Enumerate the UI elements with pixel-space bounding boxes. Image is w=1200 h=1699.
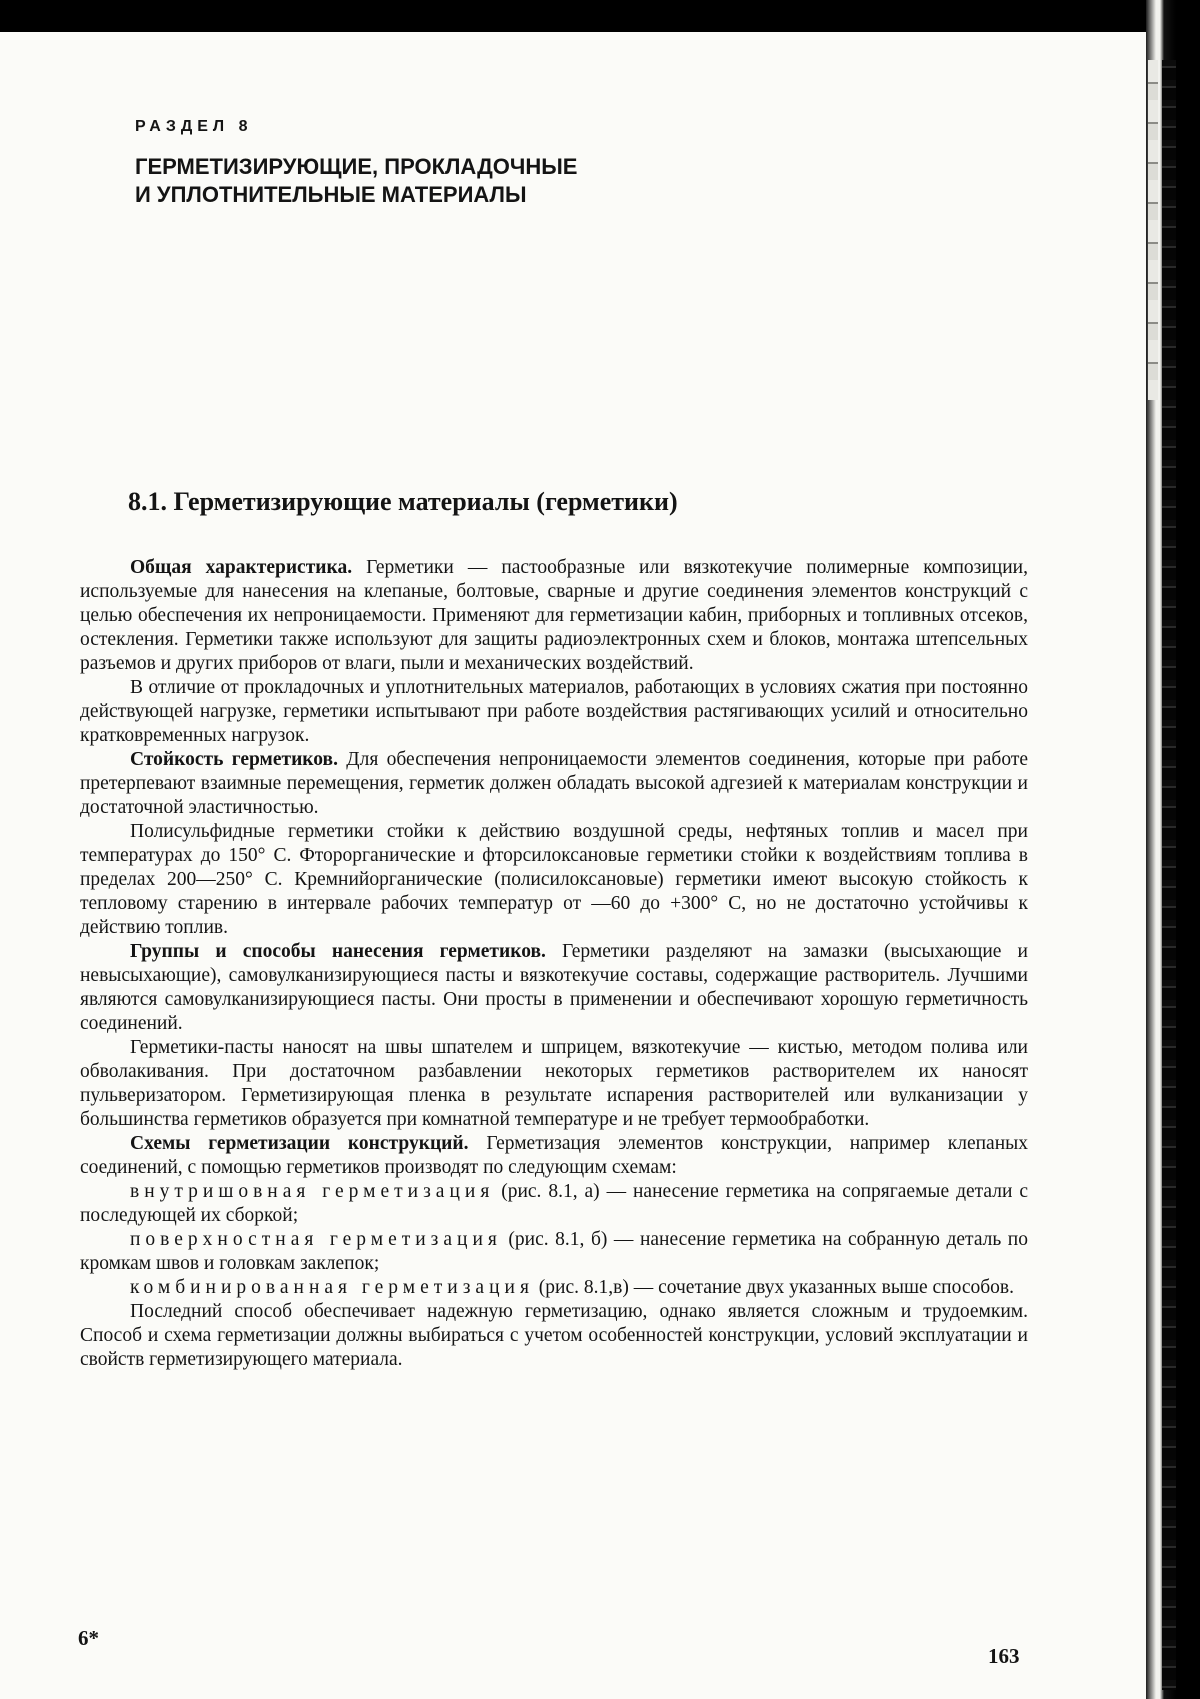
page-number: 163 xyxy=(988,1644,1020,1668)
paragraph: Герметики-пасты наносят на швы шпателем и шприцем, вязкотекучие — кистью, методом полива или обволакивания. При достаточном разбавлении некоторых герметиков растворителем их наносят пульверизатором. Герметизирующая пленка в результате испарения растворителей или вулканизации у большинства герметиков образуется при комнатной температуре и не требует термообработки. xyxy=(80,1037,1028,1130)
section-title-line-1: ГЕРМЕТИЗИРУЮЩИЕ, ПРОКЛАДОЧНЫЕ xyxy=(135,154,578,179)
term: поверхностная герметизация xyxy=(130,1229,502,1250)
list-item-combined: комбинированная герметизация (рис. 8.1,в) — сочетание двух указанных выше способов. xyxy=(130,1277,1014,1298)
list-item-surface: поверхностная герметизация (рис. 8.1, б) — нанесение герметика на собранную деталь по кромкам швов и головкам заклепок; xyxy=(80,1229,1028,1274)
paragraph-heading: Группы и способы нанесения герметиков. xyxy=(130,941,546,962)
subsection-title: 8.1. Герметизирующие материалы (герметики) xyxy=(128,487,678,516)
section-number: РАЗДЕЛ 8 xyxy=(135,118,253,135)
book-spine-edge xyxy=(1146,0,1200,1699)
section-title xyxy=(135,153,835,209)
term: внутришовная герметизация xyxy=(130,1181,495,1202)
paragraph-resistance: Стойкость герметиков. Для обеспечения непроницаемости элементов соединения, которые при работе претерпевают взаимные перемещения, герметик должен обладать высокой адгезией к материалам конструкции и достаточной эластичностью. xyxy=(80,749,1028,818)
paragraph: Полисульфидные герметики стойки к действию воздушной среды, нефтяных топлив и масел при температурах до 150° С. Фторорганические и фторсилоксановые герметики стойки к воздействиям топлива в пределах 200—250° С. Кремнийорганические (полисилоксановые) герметики имеют высокую стойкость к тепловому старению в интервале рабочих температур от —60 до +300° С, но не достаточно устойчивы к действию топлив. xyxy=(80,821,1028,938)
paragraph-heading: Схемы герметизации конструкций. xyxy=(130,1133,469,1154)
body-text xyxy=(80,556,1028,1372)
paragraph: В отличие от прокладочных и уплотнительных материалов, работающих в условиях сжатия при постоянно действующей нагрузке, герметики испытывают при работе воздействия растягивающих усилий и относительно кратковременных нагрузок. xyxy=(80,677,1028,746)
paragraph-schemes: Схемы герметизации конструкций. Герметизация элементов конструкции, например клепаных соединений, с помощью герметиков производят по следующим схемам: xyxy=(80,1133,1028,1178)
list-item-internal: внутришовная герметизация (рис. 8.1, а) — нанесение герметика на сопрягаемые детали с последующей их сборкой; xyxy=(80,1181,1028,1226)
paragraph-heading: Стойкость герметиков. xyxy=(130,749,338,770)
term: комбинированная герметизация xyxy=(130,1277,534,1298)
paragraph-general: Общая характеристика. Герметики — пастообразные или вязкотекучие полимерные композиции, используемые для нанесения на клепаные, болтовые, сварные и другие соединения элементов конструкций с целью обеспечения их непроницаемости. Применяют для герметизации кабин, приборных и топливных отсеков, остекления. Герметики также используют для защиты радиоэлектронных схем и блоков, монтажа штепсельных разъемов и других приборов от влаги, пыли и механических воздействий. xyxy=(80,557,1028,674)
section-title-line-2: И УПЛОТНИТЕЛЬНЫЕ МАТЕРИАЛЫ xyxy=(135,182,527,207)
paragraph-groups: Группы и способы нанесения герметиков. Герметики разделяют на замазки (высыхающие и невысыхающие), самовулканизирующиеся пасты и вязкотекучие составы, содержащие растворитель. Лучшими являются самовулканизирующиеся пасты. Они просты в применении и обеспечивают хорошую герметичность соединений. xyxy=(80,941,1028,1034)
signature-mark: 6* xyxy=(78,1626,99,1650)
paragraph: Последний способ обеспечивает надежную герметизацию, однако является сложным и трудоемким. Способ и схема герметизации должны выбираться с учетом особенностей конструкции, условий эксплуатации и свойств герметизирующего материала. xyxy=(80,1301,1028,1370)
paragraph-heading: Общая характеристика. xyxy=(130,557,353,578)
